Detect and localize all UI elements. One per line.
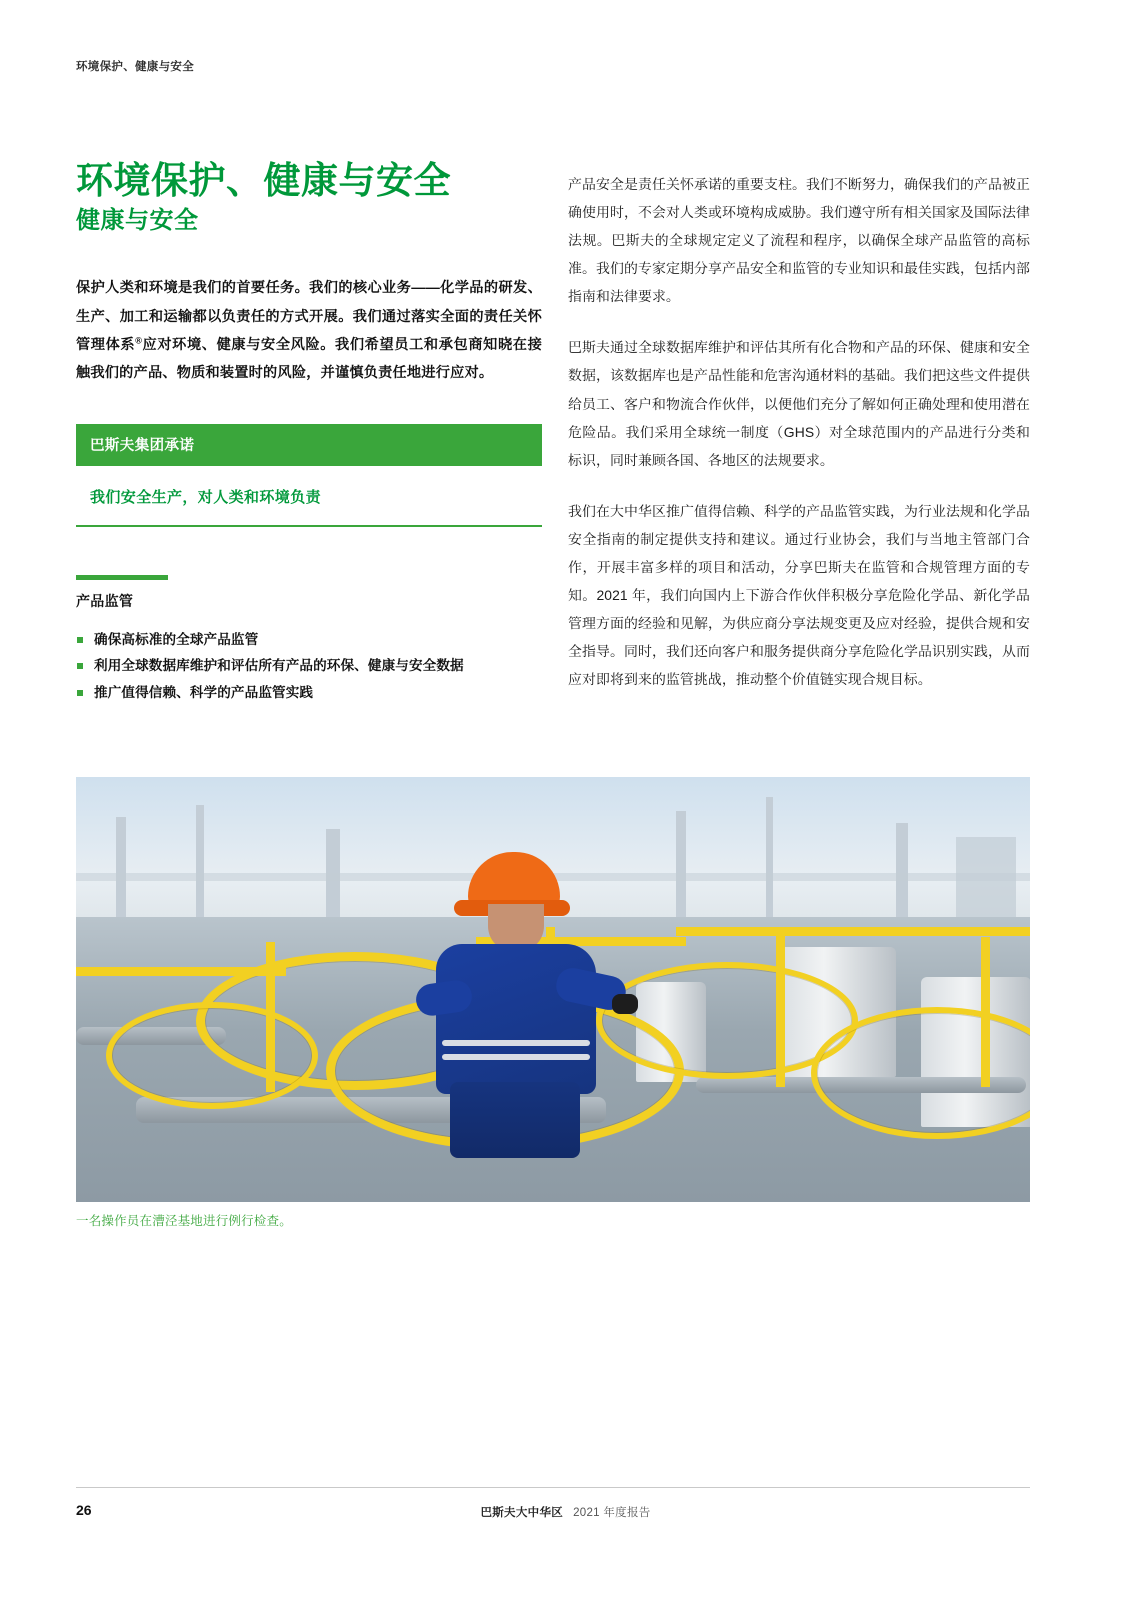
- registered-mark: ®: [135, 335, 143, 346]
- photo-far-column: [766, 797, 773, 921]
- photo-railing-ring: [106, 1002, 318, 1109]
- page-subtitle: 健康与安全: [76, 207, 199, 235]
- footer-report: 2021 年度报告: [573, 1507, 651, 1519]
- lead-part-2: 应对环境、健康与安全风险。我们希望员工和承包商知晓在接触我们的产品、物质和装置时的风险，并谨慎负责任地进行应对。: [76, 337, 542, 382]
- product-stewardship-list: [76, 627, 542, 707]
- body-paragraph: 巴斯夫通过全球数据库维护和评估其所有化合物和产品的环保、健康和安全数据，该数据库也是产品性能和危害沟通材料的基础。我们把这些文件提供给员工、客户和物流合作伙伴，以便他们充分了解如何正确处理和使用潜在危险品。我们采用全球统一制度（GHS）对全球范围内的产品进行分类和标识，同时兼顾各国、各地区的法规要求。: [568, 339, 1030, 468]
- photo-railing-post: [266, 942, 275, 1092]
- figure-caption: 一名操作员在漕泾基地进行例行检查。: [76, 1214, 292, 1228]
- photo-worker-legs: [450, 1082, 580, 1158]
- photo-worker-glove: [612, 994, 638, 1014]
- section-rule: [76, 575, 168, 580]
- photo-worker: [406, 852, 616, 1152]
- running-header: 环境保护、健康与安全: [76, 61, 194, 73]
- lead-part-1: 保护人类和环境是我们的首要任务。我们的核心业务——化学品的研发、生产、加工和运输都以负责任的方式开展。我们通过落实全面的责任关怀管理体系: [76, 280, 542, 354]
- page-title: 环境保护、健康与安全: [76, 160, 451, 201]
- commitment-band-title: 巴斯夫集团承诺: [76, 424, 542, 466]
- left-column: [76, 160, 542, 706]
- footer-meta: [0, 1504, 1131, 1520]
- photo-worker-reflective-stripe: [442, 1054, 590, 1060]
- photo-railing-bar: [676, 927, 1030, 936]
- footer-divider: [76, 1487, 1030, 1488]
- right-column: [568, 170, 1030, 693]
- list-item: 推广值得信赖、科学的产品监管实践: [76, 680, 542, 707]
- photo-worker-reflective-stripe: [442, 1040, 590, 1046]
- photo-railing-post: [981, 937, 990, 1087]
- list-item: 确保高标准的全球产品监管: [76, 627, 542, 654]
- list-item: 利用全球数据库维护和评估所有产品的环保、健康与安全数据: [76, 653, 542, 680]
- photo-railing-post: [776, 927, 785, 1087]
- product-stewardship-title: 产品监管: [76, 592, 134, 609]
- body-paragraph: 产品安全是责任关怀承诺的重要支柱。我们不断努力，确保我们的产品被正确使用时，不会对人类或环境构成威胁。我们遵守所有相关国家及国际法律法规。巴斯夫的全球规定定义了流程和程序，以确保全球产品监管的高标准。我们的专家定期分享产品安全和监管的专业知识和最佳实践，包括内部指南和法律要求。: [568, 176, 1030, 305]
- photo-railing-bar: [76, 967, 286, 976]
- commitment-statement: 我们安全生产，对人类和环境负责: [76, 466, 542, 527]
- photo-illustration: [76, 777, 1030, 1202]
- photo-far-column: [896, 823, 908, 921]
- footer-company: 巴斯夫大中华区: [480, 1507, 564, 1519]
- lead-paragraph: [76, 274, 542, 388]
- photo-far-column: [196, 805, 204, 920]
- figure-photo: [76, 777, 1030, 1202]
- page-number: 26: [76, 1502, 92, 1518]
- photo-worker-torso: [436, 944, 596, 1094]
- photo-far-column: [116, 817, 126, 917]
- photo-far-column: [676, 811, 686, 921]
- body-paragraph: 我们在大中华区推广值得信赖、科学的产品监管实践，为行业法规和化学品安全指南的制定提供支持和建议。通过行业协会，我们与当地主管部门合作，开展丰富多样的项目和活动，分享巴斯夫在监管和合规管理方面的专知。2021 年，我们向国内上下游合作伙伴积极分享危险化学品、新化学品管理方面的经验和见解，为供应商分享法规变更及应对经验，提供合规和安全指导。同时，我们还向客户和服务提供商分享危险化学品识别实践，从而应对即将到来的监管挑战，推动整个价值链实现合规目标。: [568, 502, 1030, 688]
